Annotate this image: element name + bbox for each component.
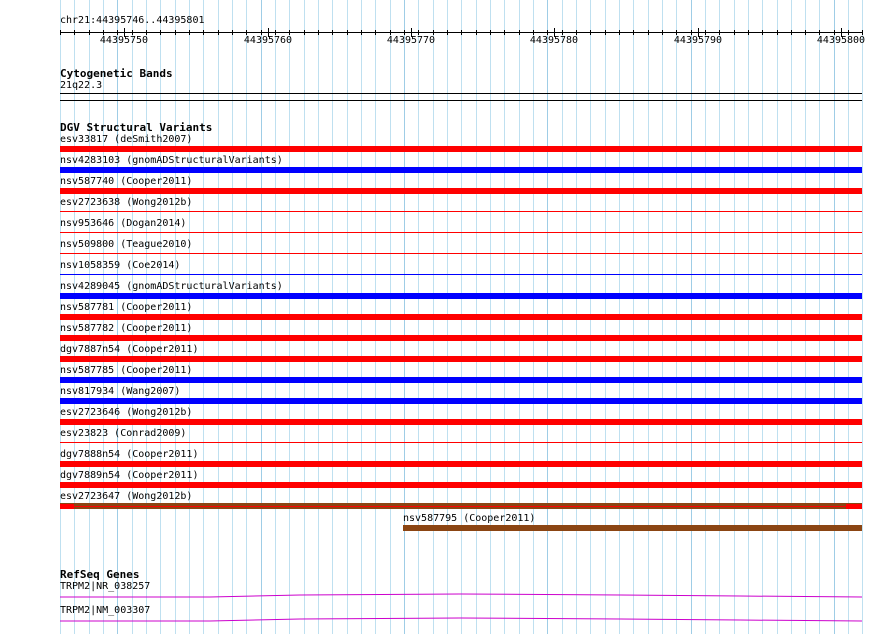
ruler-minor-tick [662, 30, 663, 35]
variant-bar[interactable] [60, 442, 862, 443]
variant-label[interactable]: dgv7887n54 (Cooper2011) [60, 344, 199, 355]
ruler-tick-label: 44395780 [529, 35, 579, 46]
ruler-minor-tick [805, 30, 806, 35]
variant-label[interactable]: nsv587740 (Cooper2011) [60, 176, 193, 187]
variant-bar[interactable] [60, 482, 862, 488]
ruler-minor-tick [74, 30, 75, 35]
gene-model-line[interactable] [60, 616, 862, 624]
variant-bar[interactable] [60, 146, 862, 152]
ruler-minor-tick [748, 30, 749, 35]
ruler-minor-tick [304, 30, 305, 35]
variant-label[interactable]: esv23823 (Conrad2009) [60, 428, 187, 439]
cytoband-line[interactable] [60, 93, 862, 94]
ruler-tick-label: 44395800 [816, 35, 866, 46]
gene-model-line[interactable] [60, 592, 862, 600]
gene-label[interactable]: TRPM2|NM_003307 [60, 605, 151, 616]
variant-bar[interactable] [60, 419, 862, 425]
variant-label[interactable]: nsv587782 (Cooper2011) [60, 323, 193, 334]
variant-label[interactable]: nsv587785 (Cooper2011) [60, 365, 193, 376]
ruler-minor-tick [519, 30, 520, 35]
ruler-tick-label: 44395750 [99, 35, 149, 46]
ruler-minor-tick [619, 30, 620, 35]
ruler-minor-tick [762, 30, 763, 35]
variant-label[interactable]: esv2723647 (Wong2012b) [60, 491, 193, 502]
variant-label[interactable]: nsv587795 (Cooper2011) [403, 513, 536, 524]
ruler-minor-tick [590, 30, 591, 35]
ruler-minor-tick [490, 30, 491, 35]
ruler-minor-tick [605, 30, 606, 35]
grid-line [862, 0, 863, 634]
ruler-minor-tick [791, 30, 792, 35]
cytoband-label: 21q22.3 [60, 80, 103, 91]
variant-label[interactable]: dgv7889n54 (Cooper2011) [60, 470, 199, 481]
ruler-minor-tick [734, 30, 735, 35]
cytoband-track-title[interactable]: Cytogenetic Bands [60, 67, 173, 80]
variant-bar[interactable] [60, 377, 862, 383]
ruler-minor-tick [232, 30, 233, 35]
variant-bar[interactable] [60, 211, 862, 212]
variant-bar[interactable] [60, 167, 862, 173]
variant-split-bar-left[interactable] [60, 504, 74, 509]
variant-bar[interactable] [60, 293, 862, 299]
variant-bar[interactable] [403, 525, 862, 531]
ruler-minor-tick [347, 30, 348, 35]
variant-label[interactable]: nsv1058359 (Coe2014) [60, 260, 181, 271]
ruler-minor-tick [461, 30, 462, 35]
dgv-track-title[interactable]: DGV Structural Variants [60, 121, 213, 134]
variant-bar[interactable] [60, 398, 862, 404]
variant-label[interactable]: nsv587781 (Cooper2011) [60, 302, 193, 313]
variant-label[interactable]: nsv509800 (Teague2010) [60, 239, 193, 250]
variant-bar[interactable] [60, 335, 862, 341]
ruler-minor-tick [447, 30, 448, 35]
ruler-minor-tick [648, 30, 649, 35]
variant-bar[interactable] [60, 314, 862, 320]
variant-label[interactable]: esv2723646 (Wong2012b) [60, 407, 193, 418]
ruler-minor-tick [218, 30, 219, 35]
variant-bar[interactable] [60, 274, 862, 275]
variant-label[interactable]: nsv953646 (Dogan2014) [60, 218, 187, 229]
ruler-tick-label: 44395760 [243, 35, 293, 46]
ruler-minor-tick [60, 30, 61, 35]
track-separator [60, 100, 862, 101]
variant-bar[interactable] [60, 253, 862, 254]
variant-label[interactable]: nsv4289045 (gnomADStructuralVariants) [60, 281, 283, 292]
ruler-minor-tick [332, 30, 333, 35]
ruler-minor-tick [633, 30, 634, 35]
ruler-minor-tick [203, 30, 204, 35]
ruler-tick-label: 44395770 [386, 35, 436, 46]
variant-bar[interactable] [60, 232, 862, 233]
variant-label[interactable]: nsv4283103 (gnomADStructuralVariants) [60, 155, 283, 166]
ruler-minor-tick [361, 30, 362, 35]
variant-bar[interactable] [60, 188, 862, 194]
ruler-minor-tick [504, 30, 505, 35]
variant-label[interactable]: esv33817 (deSmith2007) [60, 134, 193, 145]
ruler-minor-tick [89, 30, 90, 35]
ruler-minor-tick [476, 30, 477, 35]
variant-bar[interactable] [60, 461, 862, 467]
variant-label[interactable]: esv2723638 (Wong2012b) [60, 197, 193, 208]
variant-split-bar-right[interactable] [846, 504, 862, 509]
ruler-minor-tick [375, 30, 376, 35]
ruler-minor-tick [175, 30, 176, 35]
refseq-track-title[interactable]: RefSeq Genes [60, 568, 140, 581]
ruler-minor-tick [189, 30, 190, 35]
ruler-minor-tick [318, 30, 319, 35]
variant-label[interactable]: dgv7888n54 (Cooper2011) [60, 449, 199, 460]
variant-split-line[interactable] [74, 506, 846, 507]
position-label: chr21:44395746..44395801 [60, 15, 205, 26]
gene-label[interactable]: TRPM2|NR_038257 [60, 581, 151, 592]
ruler-tick-label: 44395790 [673, 35, 723, 46]
variant-label[interactable]: nsv817934 (Wang2007) [60, 386, 181, 397]
ruler-minor-tick [160, 30, 161, 35]
variant-bar[interactable] [60, 356, 862, 362]
ruler-minor-tick [777, 30, 778, 35]
